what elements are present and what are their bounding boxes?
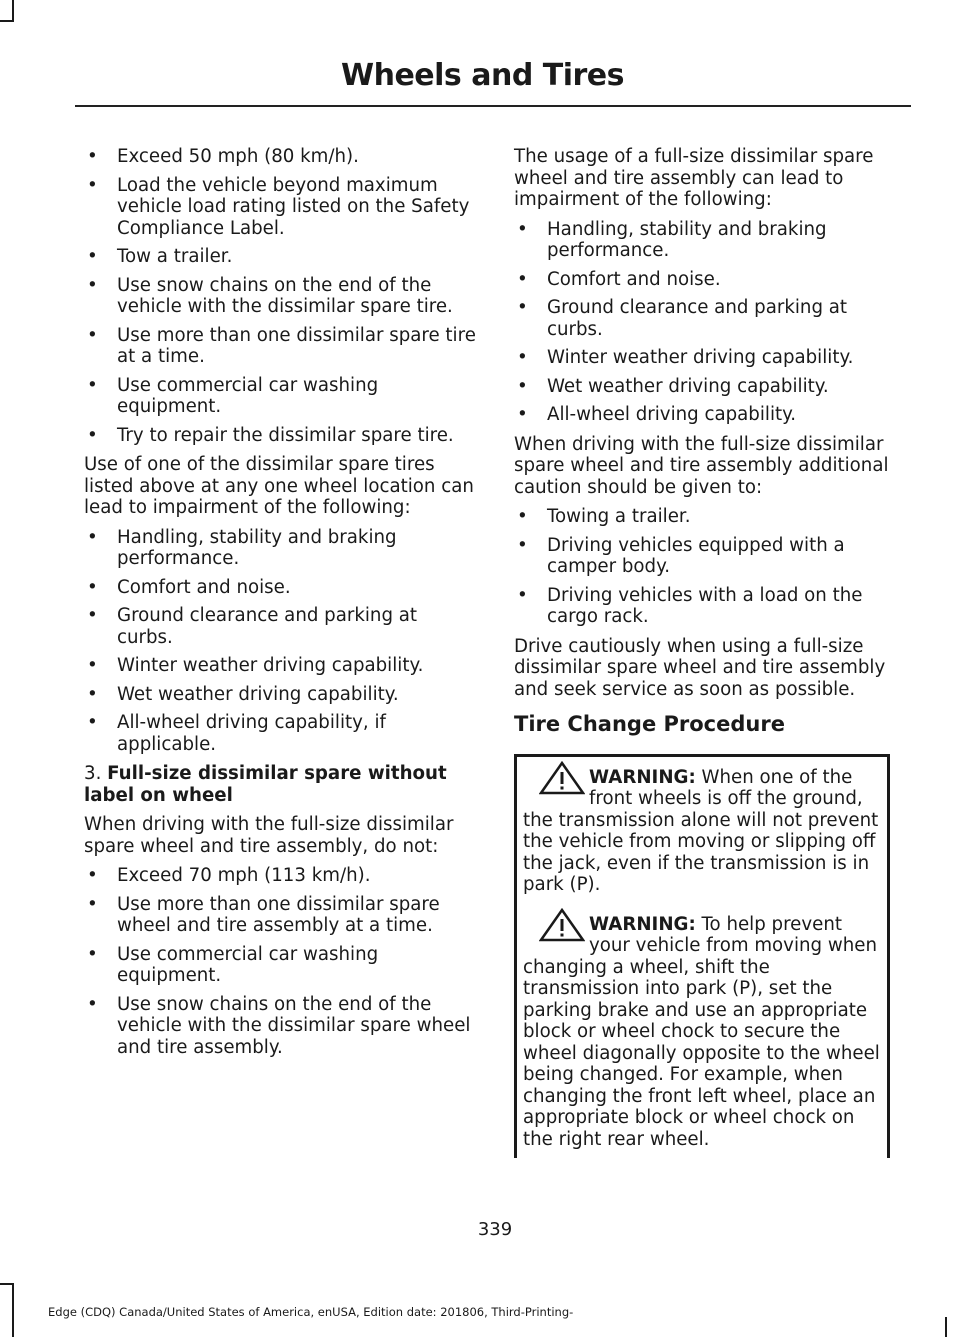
list-item: • All-wheel driving capability, if applicable. — [84, 712, 476, 755]
list-item: • Use more than one dissimilar spare tire at a time. — [84, 325, 476, 368]
list-item: • Ground clearance and parking at curbs. — [84, 605, 476, 648]
header-rule — [75, 105, 911, 107]
list-item: • Comfort and noise. — [84, 577, 476, 599]
heading-text: Full-size dissimilar spare without label on wheel — [84, 763, 447, 806]
list-item: • Exceed 50 mph (80 km/h). — [84, 146, 476, 168]
bullet-list-impairments — [514, 219, 906, 426]
page-number: 339 — [477, 1219, 513, 1240]
list-item: • Driving vehicles equipped with a camper body. — [514, 535, 906, 578]
list-item: • Use commercial car washing equipment. — [84, 375, 476, 418]
bullet-list-caution — [514, 506, 906, 628]
paragraph: When driving with the full-size dissimilar spare wheel and tire assembly additional caution should be given to: — [514, 433, 889, 498]
page-title: Wheels and Tires — [341, 58, 624, 93]
list-item: • Use snow chains on the end of the vehicle with the dissimilar spare tire. — [84, 275, 476, 318]
crop-mark — [945, 1317, 947, 1337]
warning-triangle-icon — [539, 908, 585, 942]
warning-block — [523, 767, 881, 896]
paragraph: When driving with the full-size dissimilar spare wheel and tire assembly, do not: — [84, 814, 454, 857]
bullet-list-restrictions — [84, 146, 476, 446]
bullet-list-impairments — [84, 527, 476, 756]
list-item: • Comfort and noise. — [514, 269, 906, 291]
warning-text: To help prevent your vehicle from moving when changing a wheel, shift the transmission into park (P), set the parking brake and use an appropriate block or wheel chock to secure the wheel diagonally opposite to the wheel being changed. For example, when changing the front left wheel, place an appropriate block or wheel chock on the right rear wheel. — [523, 913, 880, 1150]
list-item: • Exceed 70 mph (113 km/h). — [84, 865, 476, 887]
warning-label: WARNING: — [589, 766, 696, 788]
warning-label: WARNING: — [589, 913, 696, 935]
warning-block — [523, 914, 881, 1151]
list-item: • Winter weather driving capability. — [514, 347, 906, 369]
heading-number: 3. — [84, 763, 102, 784]
list-item: • Use more than one dissimilar spare wheel and tire assembly at a time. — [84, 894, 476, 937]
right-column — [514, 146, 906, 1158]
crop-mark — [0, 20, 14, 22]
list-item: • Driving vehicles with a load on the cargo rack. — [514, 585, 906, 628]
list-item: • Tow a trailer. — [84, 246, 476, 268]
footer-edition-info: Edge (CDQ) Canada/United States of America, enUSA, Edition date: 201806, Third-Printing- — [48, 1305, 574, 1319]
bullet-list-full-size — [84, 865, 476, 1058]
left-column — [84, 146, 476, 1066]
paragraph: Drive cautiously when using a full-size dissimilar spare wheel and tire assembly and seek service as soon as possible. — [514, 635, 886, 700]
list-item: • Use commercial car washing equipment. — [84, 944, 476, 987]
subsection-heading — [84, 763, 476, 806]
crop-mark — [12, 1283, 14, 1337]
warning-text: When one of the front wheels is off the ground, the transmission alone will not prevent the vehicle from moving or slipping off the jack, even if the transmission is in park (P). — [523, 766, 879, 895]
list-item: • Handling, stability and braking performance. — [84, 527, 476, 570]
section-title: Tire Change Procedure — [514, 712, 785, 736]
list-item: • Use snow chains on the end of the vehicle with the dissimilar spare wheel and tire assembly. — [84, 994, 476, 1059]
list-item: • Winter weather driving capability. — [84, 655, 476, 677]
paragraph: The usage of a full-size dissimilar spare wheel and tire assembly can lead to impairment of the following: — [514, 146, 874, 210]
warning-triangle-icon — [539, 761, 585, 795]
list-item: • All-wheel driving capability. — [514, 404, 906, 426]
list-item: • Try to repair the dissimilar spare tire. — [84, 425, 476, 447]
list-item: • Wet weather driving capability. — [514, 376, 906, 398]
list-item: • Ground clearance and parking at curbs. — [514, 297, 906, 340]
paragraph: Use of one of the dissimilar spare tires listed above at any one wheel location can lead to impairment of the following: — [84, 454, 474, 518]
list-item: • Towing a trailer. — [514, 506, 906, 528]
crop-mark — [0, 1283, 14, 1285]
list-item: • Handling, stability and braking performance. — [514, 219, 906, 262]
warning-box — [514, 754, 890, 1158]
list-item: • Wet weather driving capability. — [84, 684, 476, 706]
crop-mark — [12, 0, 14, 20]
list-item: • Load the vehicle beyond maximum vehicle load rating listed on the Safety Compliance Label. — [84, 175, 476, 240]
